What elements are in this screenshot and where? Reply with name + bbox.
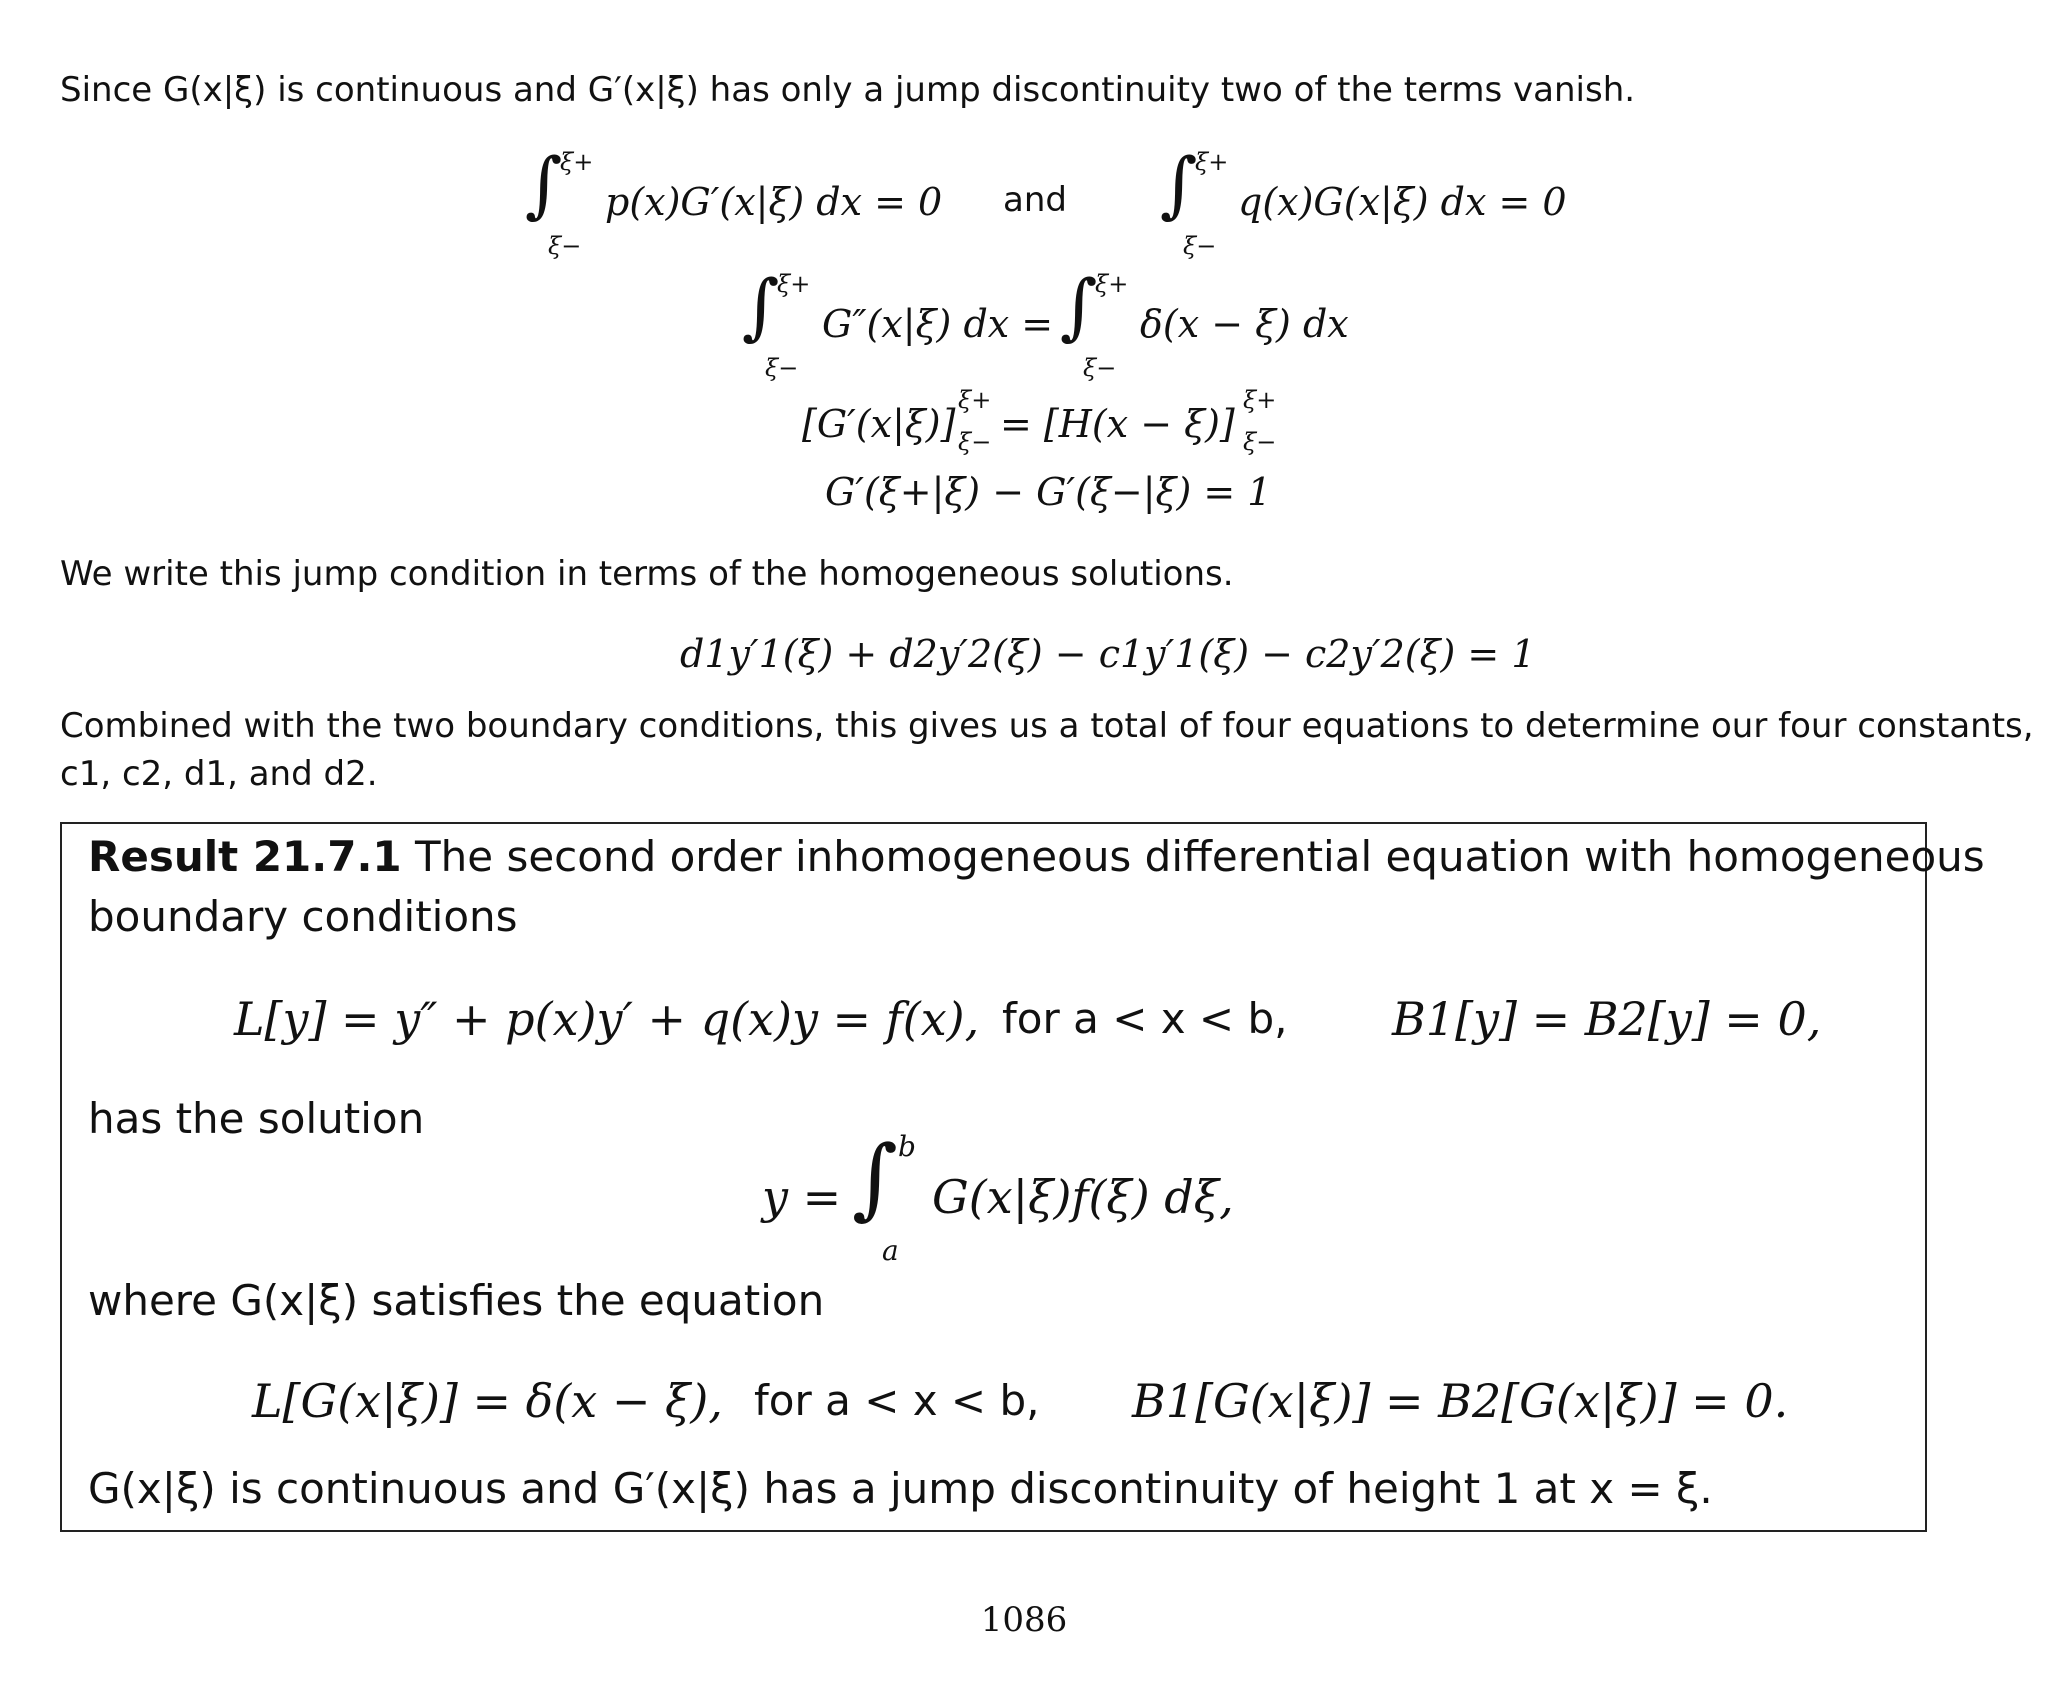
lower-limit: ξ− xyxy=(1083,354,1117,382)
equation-right: q(x)G(x|ξ) dx = 0 xyxy=(1238,180,1567,224)
ode-boundary-conditions: B1[y] = B2[y] = 0, xyxy=(1392,992,1822,1046)
has-solution-text: has the solution xyxy=(88,1094,425,1143)
where-text: where G(x|ξ) satisfies the equation xyxy=(88,1276,825,1325)
solution-lhs: y = xyxy=(762,1170,842,1224)
solution-rhs: G(x|ξ)f(ξ) dξ, xyxy=(932,1170,1234,1224)
upper-limit: ξ+ xyxy=(560,148,594,176)
upper-limit: ξ+ xyxy=(958,386,992,414)
upper-limit: ξ+ xyxy=(777,270,811,298)
upper-limit: ξ+ xyxy=(1095,270,1129,298)
lower-limit: ξ− xyxy=(1183,232,1217,260)
equation-left: p(x)G′(x|ξ) dx = 0 xyxy=(605,180,943,224)
combined-paragraph-line2: c1, c2, d1, and d2. xyxy=(60,754,378,794)
upper-limit: b xyxy=(898,1130,916,1163)
upper-limit: ξ+ xyxy=(1195,148,1229,176)
green-equation: L[G(x|ξ)] = δ(x − ξ), xyxy=(252,1374,723,1428)
integral-sign: ∫ xyxy=(742,264,780,348)
integral-sign: ∫ xyxy=(852,1126,898,1229)
jump-equation: G′(ξ+|ξ) − G′(ξ−|ξ) = 1 xyxy=(825,470,1272,514)
homogeneous-equation: d1y′1(ξ) + d2y′2(ξ) − c1y′1(ξ) − c2y′2(ξ) = 1 xyxy=(680,632,1536,676)
integral-sign: ∫ xyxy=(525,142,563,226)
integral-sign: ∫ xyxy=(1060,264,1098,348)
integral-sign: ∫ xyxy=(1160,142,1198,226)
result-line2: boundary conditions xyxy=(88,892,518,941)
green-condition: for a < x < b, xyxy=(754,1376,1040,1425)
ode-condition: for a < x < b, xyxy=(1002,994,1288,1043)
lower-limit: ξ− xyxy=(765,354,799,382)
intro-paragraph: Since G(x|ξ) is continuous and G′(x|ξ) has only a jump discontinuity two of the terms vanish. xyxy=(60,70,1636,110)
page-number: 1086 xyxy=(980,1600,1068,1640)
result-box xyxy=(60,822,1985,1532)
upper-limit: ξ+ xyxy=(1243,386,1277,414)
result-line1: The second order inhomogeneous differential equation with homogeneous xyxy=(415,832,1985,881)
combined-paragraph-line1: Combined with the two boundary conditions, this gives us a total of four equations to determine our four constants, xyxy=(60,706,2034,746)
lower-limit: ξ− xyxy=(958,428,992,456)
result-final-statement: G(x|ξ) is continuous and G′(x|ξ) has a jump discontinuity of height 1 at x = ξ. xyxy=(88,1464,1713,1513)
lower-limit: ξ− xyxy=(548,232,582,260)
ode-equation: L[y] = y″ + p(x)y′ + q(x)y = f(x), xyxy=(234,992,980,1046)
green-boundary-conditions: B1[G(x|ξ)] = B2[G(x|ξ)] = 0. xyxy=(1132,1374,1789,1428)
result-heading-line xyxy=(88,832,1985,881)
bracket-right: = [H(x − ξ)] xyxy=(1000,402,1235,446)
lower-limit: ξ− xyxy=(1243,428,1277,456)
and-word: and xyxy=(1003,180,1067,220)
equation-right: δ(x − ξ) dx xyxy=(1140,302,1349,346)
result-title: Result 21.7.1 xyxy=(88,832,402,881)
jump-paragraph: We write this jump condition in terms of the homogeneous solutions. xyxy=(60,554,1234,594)
lower-limit: a xyxy=(882,1234,899,1267)
equation-left: G″(x|ξ) dx = xyxy=(822,302,1054,346)
bracket-left: [G′(x|ξ)] xyxy=(802,402,956,446)
